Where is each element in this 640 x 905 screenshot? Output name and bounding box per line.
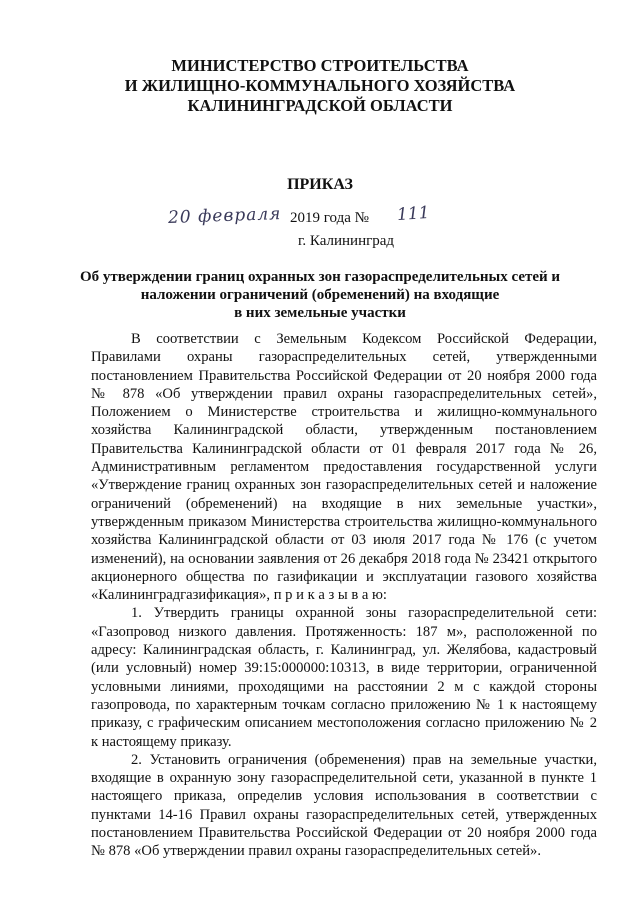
order-city: г. Калининград bbox=[297, 233, 395, 249]
ministry-header bbox=[0, 56, 640, 116]
item-2-paragraph: 2. Установить ограничения (обременения) прав на земельные участки, входящие в охранную зону газораспределительной сети, указанной в пункте 1 настоящего приказа, определив условия использования в соответствии с пунктами 14-16 Правил охраны газораспределительных сетей, утвержденных постановлением Правительства Российской Федерации от 20 ноября 2000 года № 878 «Об утверждении правил охраны газораспределительных сетей». bbox=[91, 751, 597, 860]
order-date-line bbox=[167, 202, 468, 234]
handwritten-date: 20 февраля bbox=[167, 204, 282, 228]
subject-line-2: наложении ограничений (обременений) на входящие bbox=[140, 287, 500, 303]
handwritten-order-number: 111 bbox=[396, 202, 431, 226]
order-title: ПРИКАЗ bbox=[287, 176, 353, 193]
preamble-paragraph: В соответствии с Земельным Кодексом Российской Федерации, Правилами охраны газораспределительных сетей, утвержденными постановлением Правительства Российской Федерации от 20 ноября 2000 года № 878 «Об утверждении правил охраны газораспределительных сетей», Положением о Министерстве строительства и жилищно-коммунального хозяйства Калининградской области, утвержденным постановлением Правительства Калининградской области от 01 февраля 2017 года № 26, Административным регламентом предоставления государственной услуги «Утверждение границ охранных зон газораспределительных сетей и наложение ограничений (обременений) на входящие в них земельные участки», утвержденным приказом Министерства строительства жилищно-коммунального хозяйства Калининградской области от 03 июля 2017 года № 176 (с учетом изменений), на основании заявления от 26 декабря 2018 года № 23421 открытого акционерного общества по газификации и эксплуатации газового хозяйства «Калининградгазификация», п р и к а з ы в а ю: bbox=[91, 331, 597, 604]
order-subject bbox=[0, 268, 640, 322]
subject-line-1: Об утверждении границ охранных зон газораспределительных сетей и bbox=[79, 269, 561, 285]
item-1-paragraph: 1. Утвердить границы охранной зоны газораспределительной сети: «Газопровод низкого давления. Протяженность: 187 м», расположенной по адресу: Калининградская область, г. Калининград, ул. Желябова, кадастровый (или условный) номер 39:15:000000:10313, в виде территории, ограниченной условными линиями, проходящими на расстоянии 2 м с каждой стороны газопровода, по характерным точкам согласно приложению № 1 к настоящему приказу, с графическим описанием местоположения согласно приложению № 2 к настоящему приказу. bbox=[91, 605, 597, 750]
header-line-1: МИНИСТЕРСТВО СТРОИТЕЛЬСТВА bbox=[171, 56, 469, 75]
subject-line-3: в них земельные участки bbox=[234, 305, 406, 321]
order-year-text: 2019 года № bbox=[290, 210, 369, 226]
order-body bbox=[91, 330, 597, 861]
header-line-3: КАЛИНИНГРАДСКОЙ ОБЛАСТИ bbox=[187, 96, 453, 115]
header-line-2: И ЖИЛИЩНО-КОММУНАЛЬНОГО ХОЗЯЙСТВА bbox=[124, 76, 516, 95]
